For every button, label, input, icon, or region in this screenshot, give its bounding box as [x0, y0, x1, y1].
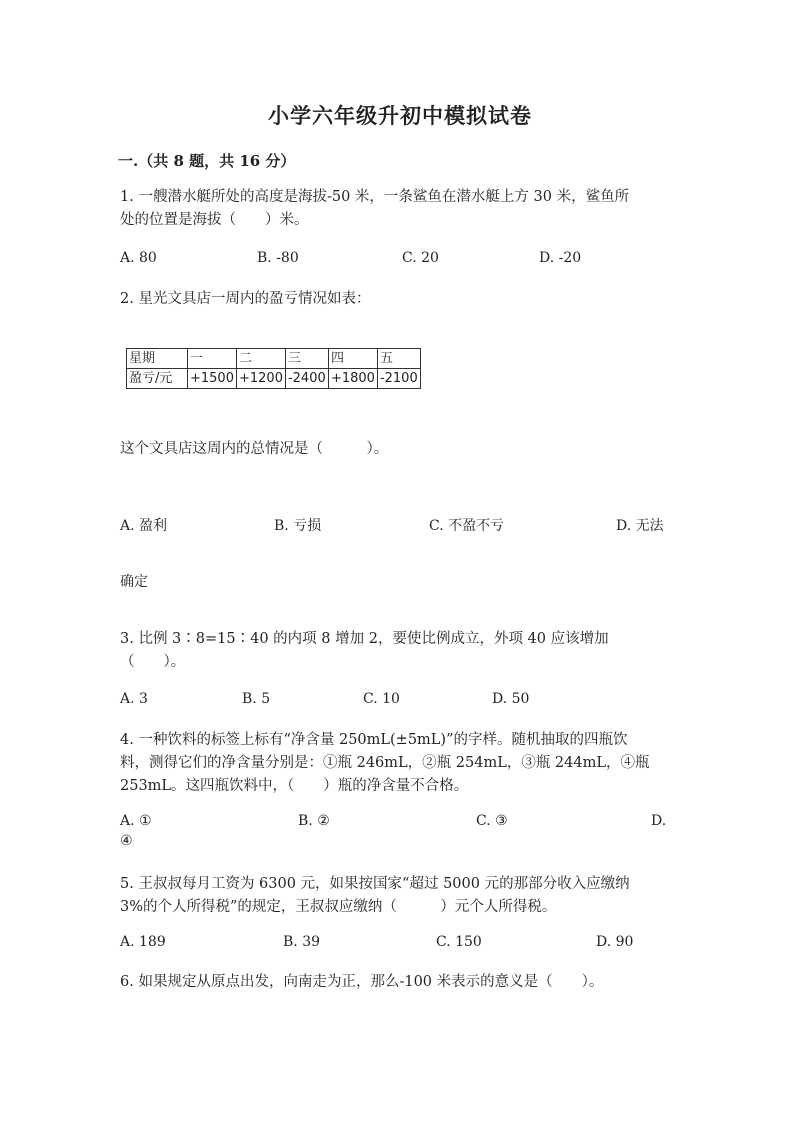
q3-option-d[interactable]: D. 50	[492, 691, 530, 707]
table-cell: 三	[285, 349, 328, 369]
table-cell: 四	[328, 349, 377, 369]
table-header-row	[127, 349, 421, 369]
question-2-stem: 2. 星光文具店一周内的盈亏情况如表：	[120, 291, 371, 307]
q2-option-c[interactable]: C. 不盈不亏	[429, 518, 505, 534]
question-4-line-1: 4. 一种饮料的标签上标有“净含量 250mL(±5mL)”的字样。随机抽取的四瓶饮	[120, 732, 628, 748]
question-1-line-1: 1. 一艘潜水艇所处的高度是海拔-50 米，一条鲨鱼在潜水艇上方 30 米，鲨鱼所	[120, 189, 630, 205]
table-cell: -2100	[377, 369, 420, 389]
page-title: 小学六年级升初中模拟试卷	[268, 103, 532, 128]
q5-option-c[interactable]: C. 150	[436, 934, 482, 950]
q5-option-b[interactable]: B. 39	[283, 934, 321, 950]
q1-option-c[interactable]: C. 20	[402, 250, 439, 266]
table-cell: 盈亏/元	[127, 369, 188, 389]
table-cell: 五	[377, 349, 420, 369]
q4-option-d[interactable]: D.	[651, 813, 667, 829]
profit-loss-table	[126, 348, 421, 389]
table-cell: +1500	[188, 369, 237, 389]
table-row	[127, 369, 421, 389]
q3-option-a[interactable]: A. 3	[120, 691, 148, 707]
question-6-line-1: 6. 如果规定从原点出发，向南走为正，那么-100 米表示的意义是（ ）。	[120, 974, 604, 990]
q5-option-d[interactable]: D. 90	[596, 934, 634, 950]
q4-option-d-continuation: ④	[120, 833, 133, 849]
table-cell: +1800	[328, 369, 377, 389]
question-5-line-2: 3%的个人所得税”的规定，王叔叔应缴纳（ ）元个人所得税。	[120, 899, 557, 915]
question-3-line-1: 3. 比例 3∶8=15∶40 的内项 8 增加 2，要使比例成立，外项 40 应该增加	[120, 631, 609, 647]
question-3-line-2: （ ）。	[120, 654, 186, 670]
table-cell: 星期	[127, 349, 188, 369]
table-cell: 二	[236, 349, 285, 369]
q2-option-d-continuation: 确定	[120, 574, 148, 590]
question-5-line-1: 5. 王叔叔每月工资为 6300 元，如果按国家“超过 5000 元的那部分收入应缴纳	[120, 876, 630, 892]
table-cell: +1200	[236, 369, 285, 389]
q1-option-b[interactable]: B. -80	[257, 250, 299, 266]
q5-option-a[interactable]: A. 189	[120, 934, 166, 950]
q4-option-b[interactable]: B. ②	[298, 813, 330, 829]
q2-option-a[interactable]: A. 盈利	[120, 518, 168, 534]
q1-option-d[interactable]: D. -20	[539, 250, 582, 266]
section-heading: 一.（共 8 题，共 16 分）	[118, 152, 296, 170]
q2-option-d[interactable]: D. 无法	[616, 518, 664, 534]
question-4-line-3: 253mL。这四瓶饮料中，（ ）瓶的净含量不合格。	[120, 778, 469, 794]
question-1-line-2: 处的位置是海拔（ ）米。	[120, 212, 309, 228]
q4-option-c[interactable]: C. ③	[476, 813, 508, 829]
q2-option-b[interactable]: B. 亏损	[274, 518, 322, 534]
q4-option-a[interactable]: A. ①	[120, 813, 152, 829]
table-cell: -2400	[285, 369, 328, 389]
q1-option-a[interactable]: A. 80	[120, 250, 157, 266]
table-cell: 一	[188, 349, 237, 369]
question-2-prompt: 这个文具店这周内的总情况是（ ）。	[120, 441, 389, 457]
question-4-line-2: 料，测得它们的净含量分别是：①瓶 246mL，②瓶 254mL，③瓶 244mL，④瓶	[120, 755, 650, 771]
q3-option-c[interactable]: C. 10	[363, 691, 400, 707]
q3-option-b[interactable]: B. 5	[242, 691, 271, 707]
